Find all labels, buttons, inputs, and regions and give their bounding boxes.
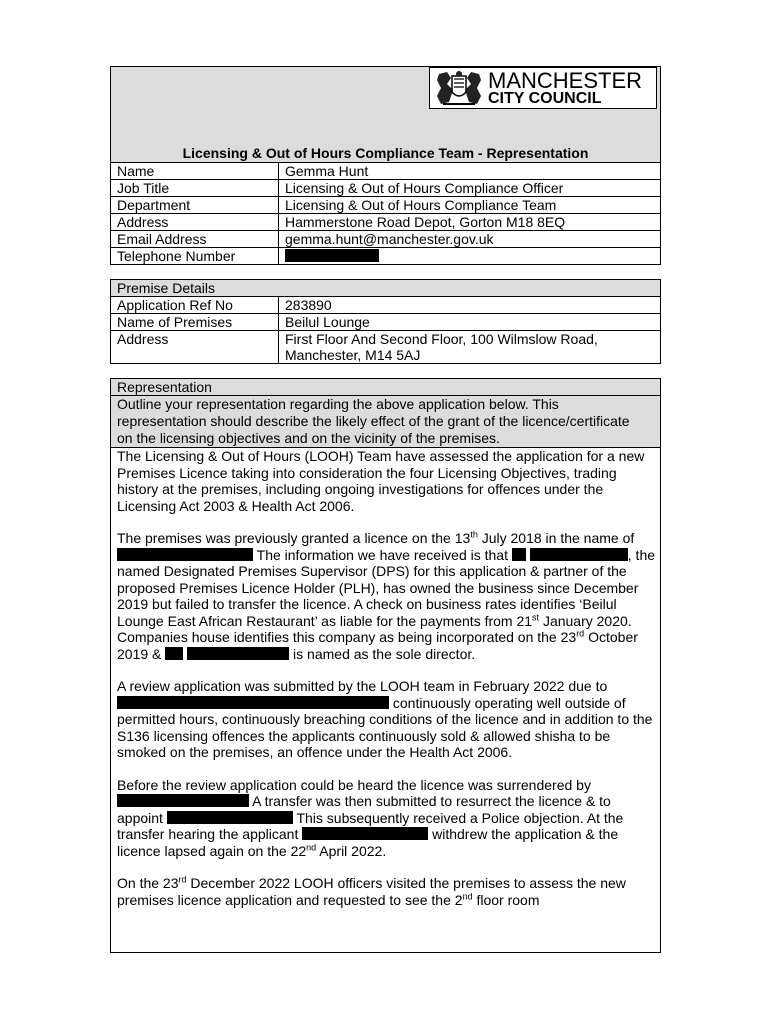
field-label: Job Title — [111, 180, 279, 197]
redaction-block — [530, 548, 628, 561]
field-value: Gemma Hunt — [279, 163, 661, 180]
redaction-block — [187, 647, 289, 660]
ordinal-suffix: nd — [462, 890, 473, 901]
redaction-block — [285, 249, 379, 262]
table-row — [111, 214, 661, 231]
field-label: Address — [111, 214, 279, 231]
field-label: Name of Premises — [111, 314, 279, 331]
paragraph-text: July 2018 in the name of — [477, 530, 635, 546]
ordinal-suffix: st — [532, 611, 540, 622]
paragraph-text: The Licensing & Out of Hours (LOOH) Team have assessed the application for a new Premises Licence taking into consideration the four Licensing Objectives, trading history at the premises, including ongoing investigations for offences under the Licensing Act 2003 & Health Act 2006. — [117, 448, 645, 514]
table-row — [111, 297, 661, 314]
table-row — [111, 331, 661, 364]
paragraph-text: floor room — [472, 891, 540, 908]
table-row — [111, 280, 661, 297]
field-label: Application Ref No — [111, 297, 279, 314]
field-label: Address — [111, 331, 279, 364]
field-value: Licensing & Out of Hours Compliance Officer — [279, 180, 661, 197]
paragraph — [117, 678, 656, 761]
paragraph — [117, 875, 656, 908]
document-title: Licensing & Out of Hours Compliance Team - Representation — [110, 144, 661, 162]
representation-body — [111, 448, 660, 908]
ordinal-suffix: th — [470, 529, 478, 540]
coat-of-arms-icon — [433, 70, 485, 106]
table-row — [111, 396, 661, 448]
field-label: Telephone Number — [111, 248, 279, 265]
paragraph-text: is named as the sole director. — [289, 645, 476, 662]
field-label: Department — [111, 197, 279, 214]
ordinal-suffix: nd — [306, 841, 317, 852]
section-heading: Representation — [111, 379, 661, 396]
redaction-block — [302, 827, 428, 840]
redaction-block — [512, 548, 526, 561]
council-logo — [429, 67, 657, 109]
paragraph-text: , the named Designated Premises Supervisor (DPS) for this application & partner of the proposed Premises Licence Holder (PLH), has owned the business since December 2019 but failed to transfer the licence. A check on business rates identifies ‘Beilul Lounge East African Restaurant’ as liable for the payments from 21 — [117, 546, 656, 629]
field-value: 283890 — [279, 297, 661, 314]
field-value: gemma.hunt@manchester.gov.uk — [279, 231, 661, 248]
paragraph-text: On the 23 — [117, 875, 179, 891]
redaction-block — [165, 647, 183, 660]
field-label: Name — [111, 163, 279, 180]
paragraph-text: A review application was submitted by the LOOH team in February 2022 due to — [117, 678, 608, 694]
logo-text-manchester: MANCHESTER — [488, 68, 643, 93]
redaction-block — [117, 794, 249, 807]
field-label: Email Address — [111, 231, 279, 248]
field-value: Beilul Lounge — [279, 314, 661, 331]
document-header — [110, 66, 661, 144]
field-value: First Floor And Second Floor, 100 Wilmslow Road, Manchester, M14 5AJ — [279, 331, 661, 364]
paragraph-text: The information we have received is that — [253, 546, 512, 563]
representation-content-cell — [111, 448, 661, 953]
table-row — [111, 231, 661, 248]
paragraph-text: October 2019 & — [117, 629, 638, 662]
table-row — [111, 314, 661, 331]
paragraph-text: December 2022 LOOH officers visited the premises to assess the new premises licence application and requested to see the 2 — [117, 875, 626, 908]
field-value — [279, 248, 661, 265]
paragraph-text: The premises was previously granted a licence on the 13 — [117, 530, 471, 546]
paragraph-text: April 2022. — [316, 842, 387, 859]
paragraph-text: A transfer was then submitted to resurrect the licence & to appoint — [117, 793, 611, 826]
officer-details-table — [110, 162, 661, 265]
paragraph-text: January 2020. Companies house identifies this company as being incorporated on the 23 — [117, 612, 632, 645]
paragraph-text: This subsequently received a Police objection. At the transfer hearing the applicant — [117, 809, 624, 842]
paragraph — [117, 448, 656, 514]
table-row — [111, 248, 661, 265]
field-value: Licensing & Out of Hours Compliance Team — [279, 197, 661, 214]
section-heading: Premise Details — [111, 280, 661, 297]
representation-instructions: Outline your representation regarding the above application below. This representation should describe the likely effect of the grant of the licence/certificate on the licensing objectives and on the vicinity of the premises. — [111, 396, 661, 448]
document-page — [110, 66, 661, 953]
table-row — [111, 197, 661, 214]
representation-table — [110, 378, 661, 953]
table-row — [111, 379, 661, 396]
field-value: Hammerstone Road Depot, Gorton M18 8EQ — [279, 214, 661, 231]
redaction-block — [117, 548, 253, 561]
table-row — [111, 448, 661, 953]
logo-text-city-council: CITY COUNCIL — [488, 90, 602, 107]
table-row — [111, 180, 661, 197]
ordinal-suffix: rd — [178, 874, 187, 885]
premise-details-table — [110, 279, 661, 364]
paragraph-text: Before the review application could be heard the licence was surrendered by — [117, 776, 591, 793]
redaction-block — [167, 811, 293, 824]
paragraph — [117, 777, 656, 860]
table-row — [111, 163, 661, 180]
paragraph-text: withdrew the application & the licence lapsed again on the 22 — [117, 826, 619, 859]
ordinal-suffix: rd — [576, 628, 585, 639]
redaction-block — [117, 696, 389, 709]
paragraph — [117, 530, 656, 662]
paragraph-text: continuously operating well outside of permitted hours, continuously breaching conditions of the licence and in addition to the S136 licensing offences the applicants continuously sold & allowed shisha to be smoked on the premises, an offence under the Health Act 2006. — [117, 694, 653, 760]
